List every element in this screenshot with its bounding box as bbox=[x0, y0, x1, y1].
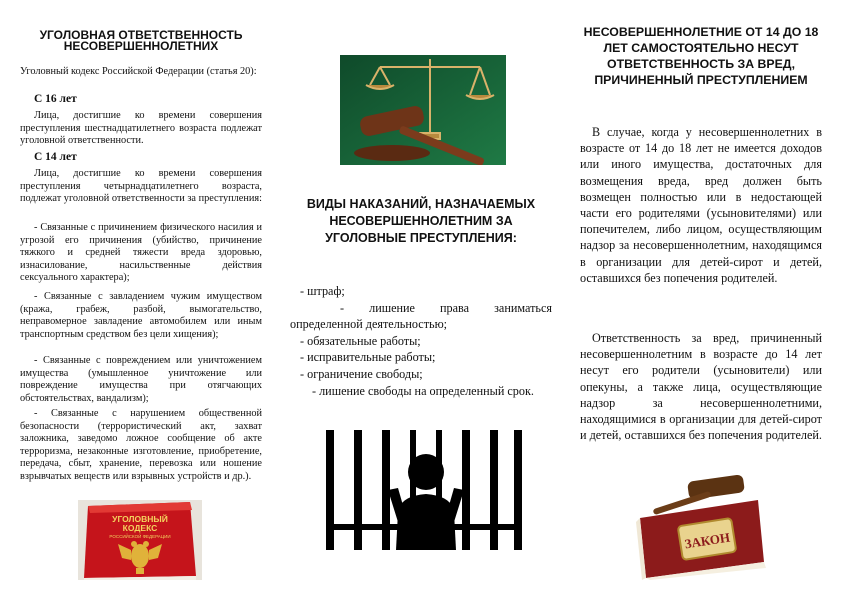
col1-intro: Уголовный кодекс Российской Федерации (статья 20): bbox=[20, 66, 257, 77]
book-title-line1: УГОЛОВНЫЙ bbox=[112, 514, 168, 524]
prisoner-behind-bars-image bbox=[326, 430, 522, 550]
list-item: - Связанные с повреждением или уничтожением имущества (умышленное уничтожение или повреждение имущества при отягчающих обстоятельствах, вандализм); bbox=[20, 355, 262, 404]
col2-title: ВИДЫ НАКАЗАНИЙ, НАЗНАЧАЕМЫХ НЕСОВЕРШЕННОЛЕТНИМ ЗА УГОЛОВНЫЕ ПРЕСТУПЛЕНИЯ: bbox=[306, 197, 536, 245]
prisoner-silhouette-icon bbox=[388, 454, 464, 550]
age14-heading: С 14 лет bbox=[34, 151, 77, 163]
age14-text: Лица, достигшие ко времени совершения преступления четырнадцатилетнего возраста, подлежат уголовной ответственности за преступления: bbox=[20, 168, 262, 204]
age16-heading: С 16 лет bbox=[34, 93, 77, 105]
list-item: - обязательные работы; bbox=[300, 333, 421, 348]
col3-paragraph-1: В случае, когда у несовершеннолетних в возрасте от 14 до 18 лет не имеется доходов или иного имущества, достаточных для возмещения вреда, вред должен быть возмещен полностью или в недостающей части его родителями (усыновителями) или попечителем, либо лицом, осуществляющим надзор за несовершеннолетним, находящимся в организации для детей-сирот и детей, оставшихся без попечения родителей. bbox=[580, 125, 822, 285]
law-book-with-gavel-image bbox=[632, 470, 770, 580]
list-item: - ограничение свободы; bbox=[300, 366, 423, 381]
list-item: - лишение права заниматься определенной деятельностью; bbox=[290, 300, 552, 332]
book-title-line3: РОССИЙСКОЙ ФЕДЕРАЦИИ bbox=[109, 534, 171, 539]
list-item: - лишение свободы на определенный срок. bbox=[312, 383, 534, 398]
list-item: - штраф; bbox=[300, 284, 345, 298]
gavel-and-scales-image bbox=[340, 55, 506, 165]
age16-text: Лица, достигшие ко времени совершения преступления шестнадцатилетнего возраста подлежат уголовной ответственности. bbox=[20, 110, 262, 146]
law-book-label: ЗАКОН bbox=[683, 529, 731, 552]
punishment-list bbox=[290, 283, 552, 399]
book-title-line2: КОДЕКС bbox=[122, 523, 158, 533]
col3-paragraph-2: Ответственность за вред, причиненный несовершеннолетним в возрасте до 14 лет несут его родители (усыновители) или опекуны, а также лица, осуществляющие надзор за несовершеннолетними, находящимися в организации для детей-сирот и детей, оставшихся без попечения родителей. bbox=[580, 331, 822, 443]
list-item: - Связанные с завладением чужим имуществом (кража, грабеж, разбой, вымогательство, неправомерное завладение автомобилем или иным транспортным средством без цели хищения); bbox=[20, 291, 262, 340]
list-item: - исправительные работы; bbox=[300, 350, 436, 365]
col3-title: НЕСОВЕРШЕННОЛЕТНИЕ ОТ 14 ДО 18 ЛЕТ САМОСТОЯТЕЛЬНО НЕСУТ ОТВЕТСТВЕННОСТЬ ЗА ВРЕД, ПРИЧИНЕННЫЙ ПРЕСТУПЛЕНИЕМ bbox=[583, 25, 819, 87]
list-item: - Связанные с причинением физического насилия и угрозой его причинения (убийство, причинение тяжкого и средней тяжести вреда здоровью, изнасилование, насильственные действия сексуального характера); bbox=[20, 222, 262, 283]
criminal-code-book-image bbox=[78, 500, 202, 580]
list-item: - Связанные с нарушением общественной безопасности (террористический акт, захват заложника, заведомо ложное сообщение об акте терроризма, незаконные изготовление, приобретение, передача, сбыт, хранение, перевозка или ношение взрывчатых веществ или взрывных устройств и др.). bbox=[20, 408, 262, 482]
col1-title: УГОЛОВНАЯ ОТВЕТСТВЕННОСТЬ НЕСОВЕРШЕННОЛЕТНИХ bbox=[39, 28, 243, 53]
